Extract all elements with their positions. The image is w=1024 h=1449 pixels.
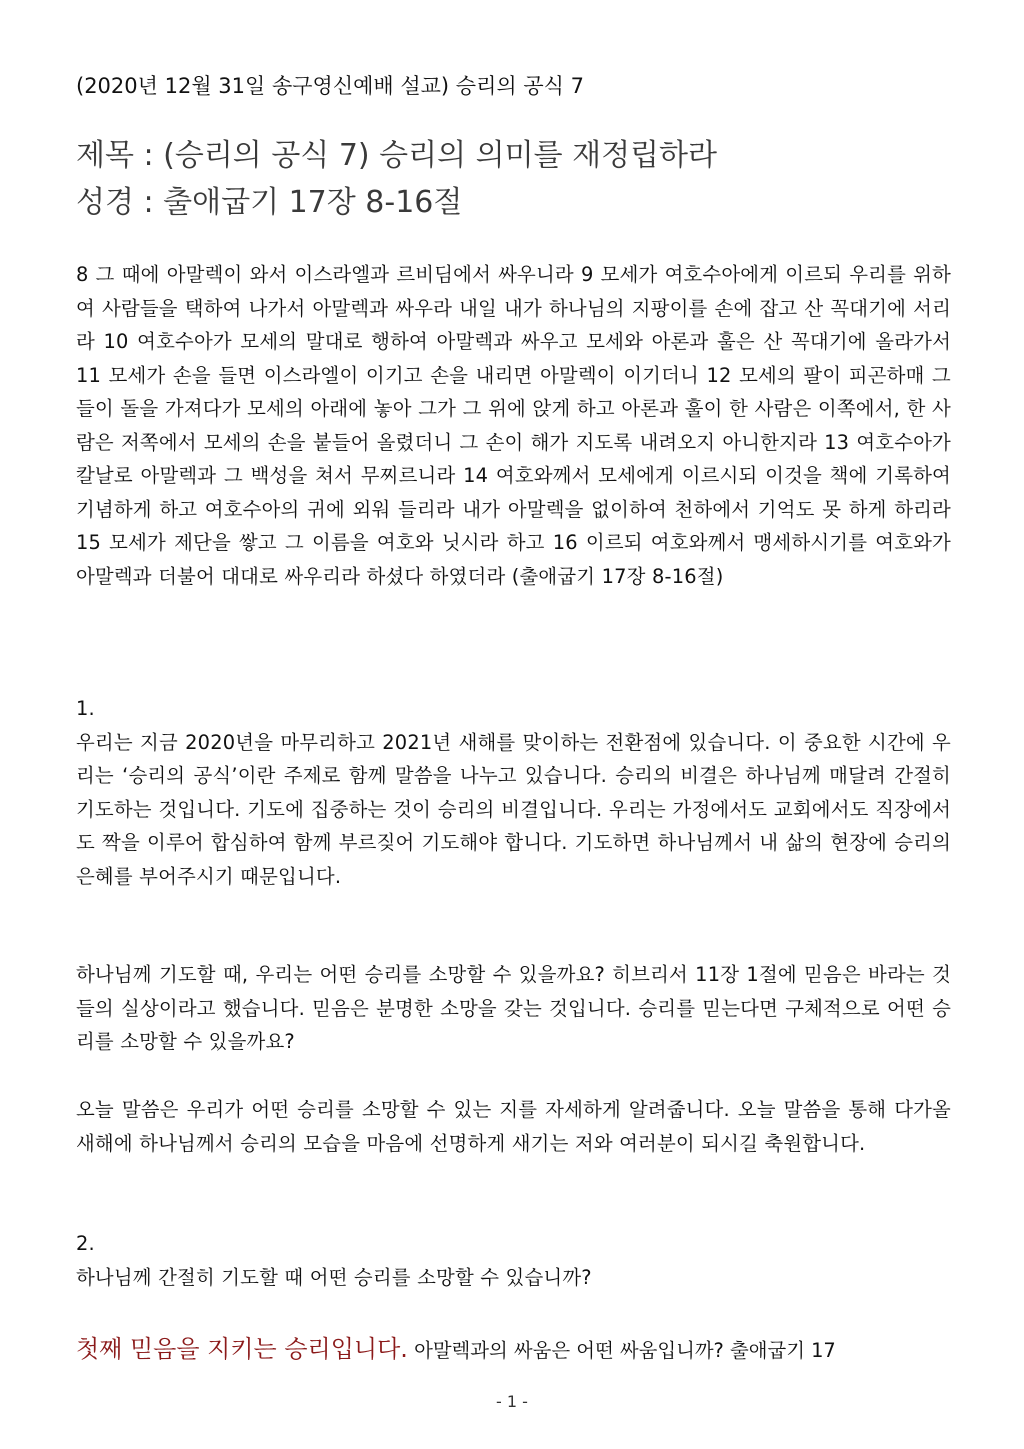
highlighted-heading: 첫째 믿음을 지키는 승리입니다. (76, 1335, 408, 1363)
scripture-reference: 성경 : 출애굽기 17장 8-16절 (76, 185, 463, 220)
paragraph: 우리는 지금 2020년을 마무리하고 2021년 새해를 맞이하는 전환점에 있습니다. 이 중요한 시간에 우리는 ‘승리의 공식’이란 주제로 함께 말씀을 나누고 있습니다. 승리의 비결은 하나님께 매달려 간절히 기도하는 것입니다. 기도에 집중하는 것이 승리의 비결입니다. 우리는 가정에서도 교회에서도 직장에서도 짝을 이루어 합심하여 함께 부르짖어 기도해야 합니다. 기도하면 하나님께서 내 삶의 현장에 승리의 은혜를 부어주시기 때문입니다. (76, 730, 951, 888)
page-number: - 1 - (496, 1392, 528, 1411)
scripture-passage: 8 그 때에 아말렉이 와서 이스라엘과 르비딤에서 싸우니라 9 모세가 여호수아에게 이르되 우리를 위하여 사람들을 택하여 나가서 아말렉과 싸우라 내일 내가 하나님의 지팡이를 손에 잡고 산 꼭대기에 서리라 10 여호수아가 모세의 말대로 행하여 아말렉과 싸우고 모세와 아론과 훌은 산 꼭대기에 올라가서 11 모세가 손을 들면 이스라엘이 이기고 손을 내리면 아말렉이 이기더니 12 모세의 팔이 피곤하매 그들이 돌을 가져다가 모세의 아래에 놓아 그가 그 위에 앉게 하고 아론과 훌이 한 사람은 이쪽에서, 한 사람은 저쪽에서 모세의 손을 붙들어 올렸더니 그 손이 해가 지도록 내려오지 아니한지라 13 여호수아가 칼날로 아말렉과 그 백성을 쳐서 무찌르니라 14 여호와께서 모세에게 이르시되 이것을 책에 기록하여 기념하게 하고 여호수아의 귀에 외워 들리라 내가 아말렉을 없이하여 천하에서 기억도 못 하게 하리라 15 모세가 제단을 쌓고 그 이름을 여호와 닛시라 하고 16 이르되 여호와께서 맹세하시기를 여호와가 아말렉과 더불어 대대로 싸우리라 하셨다 하였더라 (출애굽기 17장 8-16절) (76, 263, 951, 588)
sermon-title: 제목 : (승리의 공식 7) 승리의 의미를 재정립하라 (76, 138, 717, 173)
paragraph: 하나님께 간절히 기도할 때 어떤 승리를 소망할 수 있습니까? (76, 1265, 592, 1289)
document-header: (2020년 12월 31일 송구영신예배 설교) 승리의 공식 7 (76, 74, 584, 98)
paragraph: 하나님께 기도할 때, 우리는 어떤 승리를 소망할 수 있을까요? 히브리서 11장 1절에 믿음은 바라는 것들의 실상이라고 했습니다. 믿음은 분명한 소망을 갖는 것입니다. 승리를 믿는다면 구체적으로 어떤 승리를 소망할 수 있을까요? (76, 963, 951, 1053)
section-1 (76, 692, 951, 893)
section-2 (76, 1227, 951, 1294)
paragraph: 오늘 말씀은 우리가 어떤 승리를 소망할 수 있는 지를 자세하게 알려줍니다. 오늘 말씀을 통해 다가올 새해에 하나님께서 승리의 모습을 마음에 선명하게 새기는 저와 여러분이 되시길 축원합니다. (76, 1098, 951, 1155)
paragraph (76, 1331, 951, 1369)
paragraph-continuation: 아말렉과의 싸움은 어떤 싸움입니까? 출애굽기 17 (407, 1339, 836, 1362)
section-number: 1. (76, 697, 95, 720)
section-number: 2. (76, 1232, 95, 1255)
